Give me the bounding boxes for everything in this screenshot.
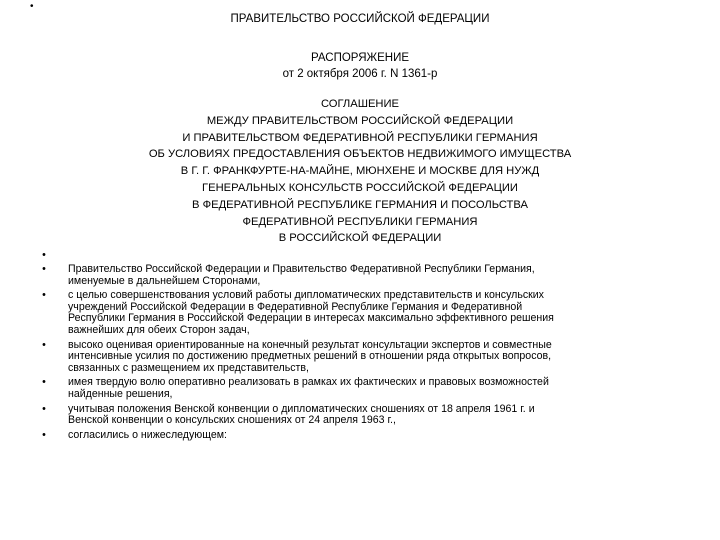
- agreement-title-line: СОГЛАШЕНИЕ: [320, 98, 400, 110]
- bullet: •: [42, 249, 46, 261]
- list-item-line: учреждений Российской Федерации в Федеративной Республике Германия и Федеративной: [68, 300, 523, 313]
- list-item: [40, 264, 680, 287]
- list-item-line: найденные решения,: [68, 387, 173, 400]
- bullet: •: [42, 263, 46, 275]
- list-item: [40, 290, 680, 336]
- list-item: [40, 377, 680, 400]
- agreement-title-line: И ПРАВИТЕЛЬСТВОМ ФЕДЕРАТИВНОЙ РЕСПУБЛИКИ ГЕРМАНИЯ: [182, 131, 538, 144]
- bullet: •: [42, 402, 46, 415]
- bullet: •: [42, 376, 46, 389]
- agreement-title-line: ФЕДЕРАТИВНОЙ РЕСПУБЛИКИ ГЕРМАНИЯ: [242, 215, 478, 228]
- agreement-title: [0, 96, 720, 247]
- list-item-line: Республики Германия в Российской Федерации в интересах максимально эффективного решения: [68, 312, 554, 325]
- list-item-empty: [40, 250, 680, 264]
- top-bullet: •: [30, 1, 34, 12]
- list-item-line: именуемые в дальнейшем Сторонами,: [68, 274, 261, 287]
- government-header: ПРАВИТЕЛЬСТВО РОССИЙСКОЙ ФЕДЕРАЦИИ: [230, 13, 490, 25]
- list-item-line: учитывая положения Венской конвенции о дипломатических сношениях от 18 апреля 1961 г. и: [68, 402, 535, 415]
- list-item-line: высоко оценивая ориентированные на конечный результат консультации экспертов и совместные: [68, 338, 552, 351]
- list-item-line: интенсивные усилия по достижению предметных решений в отношении ряда открытых вопросов,: [68, 350, 552, 363]
- list-item-line: важнейших для обеих Сторон задач,: [68, 323, 250, 336]
- bullet: •: [42, 289, 46, 302]
- order-title: РАСПОРЯЖЕНИЕ: [310, 52, 410, 64]
- list-item-line: имея твердую волю оперативно реализовать в рамках их фактических и правовых возможностей: [68, 376, 549, 389]
- bullet: •: [42, 428, 46, 441]
- list-item-line: связанных с размещением их представительств,: [68, 361, 309, 374]
- bullet: •: [42, 338, 46, 351]
- list-item: [40, 340, 680, 375]
- agreement-title-line: В РОССИЙСКОЙ ФЕДЕРАЦИИ: [278, 232, 442, 245]
- preamble-list: [40, 250, 680, 441]
- list-item-line: с целью совершенствования условий работы дипломатических представительств и консульских: [68, 289, 544, 302]
- list-item-line: Правительство Российской Федерации и Правительство Федеративной Республики Германия,: [68, 263, 535, 275]
- list-item-line: Венской конвенции о консульских сношениях от 24 апреля 1963 г.,: [68, 414, 396, 427]
- order-date-number: от 2 октября 2006 г. N 1361-р: [282, 68, 438, 80]
- agreement-title-line: ГЕНЕРАЛЬНЫХ КОНСУЛЬСТВ РОССИЙСКОЙ ФЕДЕРАЦИИ: [202, 181, 518, 194]
- list-item: [40, 404, 680, 427]
- list-item: [40, 430, 680, 442]
- agreement-title-line: В Г. Г. ФРАНКФУРТЕ-НА-МАЙНЕ, МЮНХЕНЕ И МОСКВЕ ДЛЯ НУЖД: [180, 165, 540, 178]
- list-item-line: согласились о нижеследующем:: [68, 428, 227, 441]
- agreement-title-line: В ФЕДЕРАТИВНОЙ РЕСПУБЛИКЕ ГЕРМАНИЯ И ПОСОЛЬСТВА: [192, 198, 528, 211]
- order-block: [0, 50, 720, 82]
- agreement-title-line: МЕЖДУ ПРАВИТЕЛЬСТВОМ РОССИЙСКОЙ ФЕДЕРАЦИИ: [206, 114, 514, 127]
- agreement-title-line: ОБ УСЛОВИЯХ ПРЕДОСТАВЛЕНИЯ ОБЪЕКТОВ НЕДВИЖИМОГО ИМУЩЕСТВА: [148, 148, 572, 161]
